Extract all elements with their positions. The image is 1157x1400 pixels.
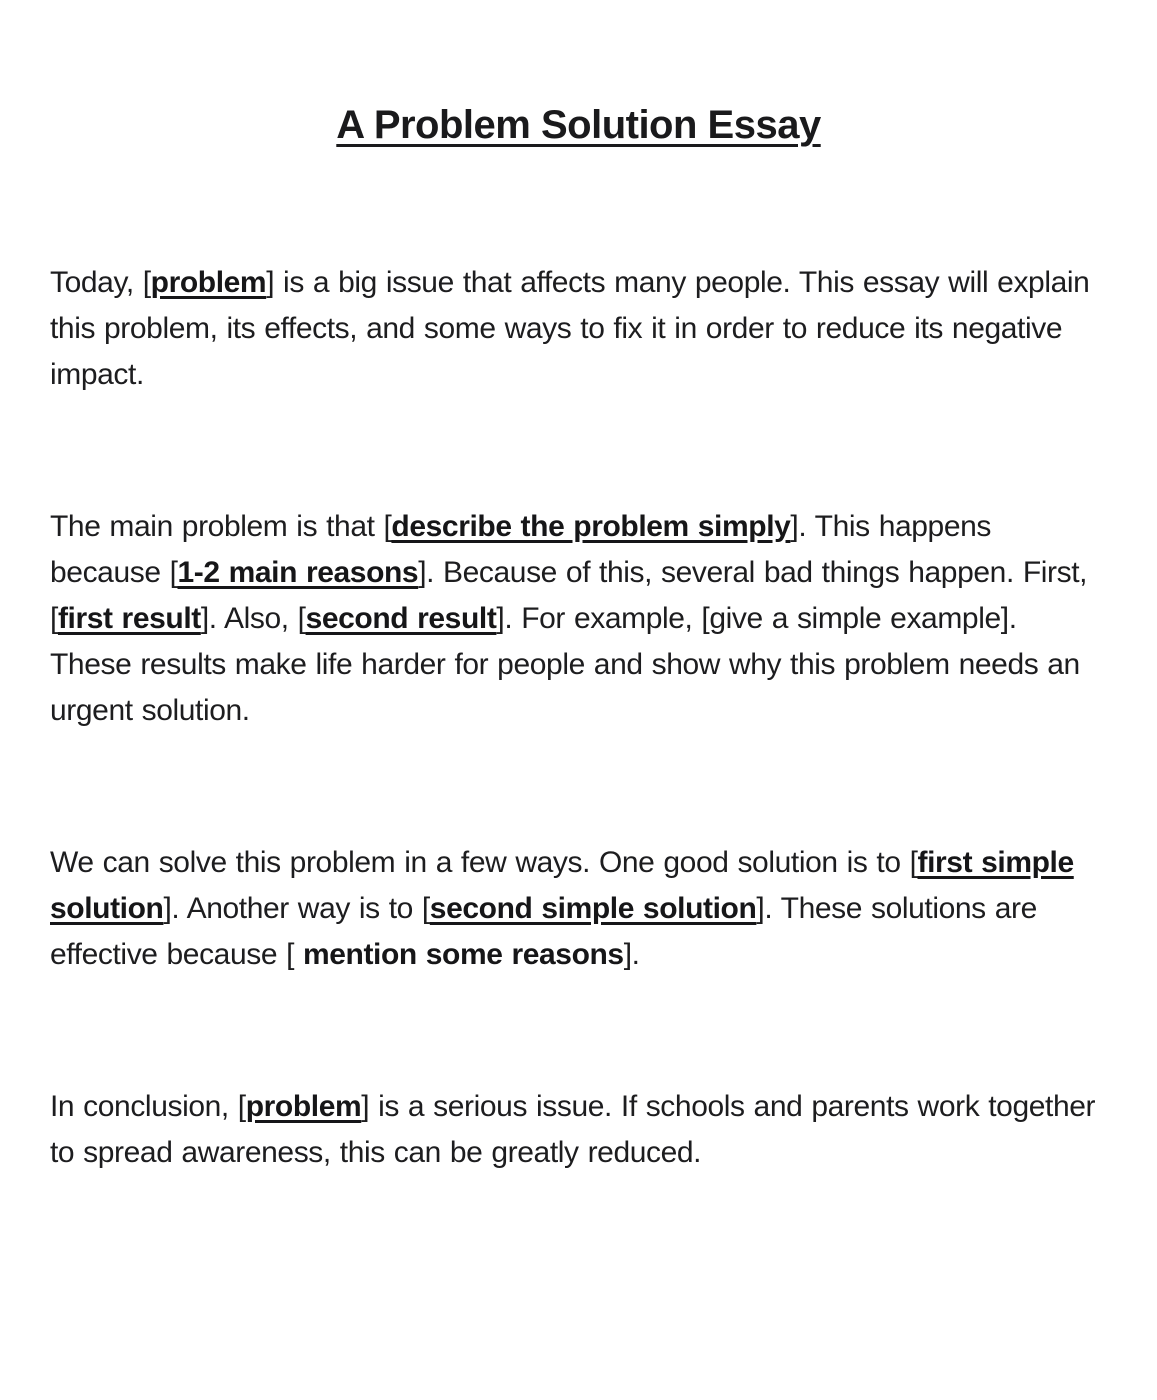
- text-run: 1-2 main reasons: [177, 556, 419, 589]
- essay-body: [0, 260, 1157, 1176]
- text-run: first result: [57, 602, 201, 635]
- text-run: We can solve this problem in a few ways. One good solution is to: [50, 846, 910, 879]
- essay-paragraph-solutions-body: [50, 840, 1105, 978]
- text-run: ]. This happens because: [50, 510, 992, 589]
- text-run: mention some reasons: [302, 938, 624, 971]
- text-run: ]. Because of this, several bad things happen. First,: [418, 556, 1088, 589]
- text-run: [: [383, 510, 392, 543]
- text-run: The main problem is that: [50, 510, 384, 543]
- text-run: [: [142, 266, 151, 299]
- text-run: [: [909, 846, 918, 879]
- text-run: Today,: [50, 266, 143, 299]
- text-run: [: [421, 892, 430, 925]
- essay-paragraph-problem-body: [50, 504, 1105, 734]
- essay-paragraph-introduction: [50, 260, 1105, 398]
- text-run: problem: [150, 266, 267, 299]
- text-run: [: [297, 602, 306, 635]
- text-run: ]. For example, [give a simple example]. These results make life harder for people and show why this problem needs an urgent solution.: [50, 602, 1080, 727]
- text-run: ]. These solutions are effective because [: [50, 892, 1037, 971]
- text-run: ]. Also,: [200, 602, 298, 635]
- text-run: second simple solution: [429, 892, 757, 925]
- essay-title: A Problem Solution Essay: [336, 103, 821, 147]
- text-run: ]. Another way is to: [163, 892, 422, 925]
- text-run: ].: [623, 938, 640, 971]
- text-run: problem: [245, 1090, 362, 1123]
- text-run: second result: [305, 602, 497, 635]
- essay-paragraph-conclusion: [50, 1084, 1105, 1176]
- text-run: [: [237, 1090, 246, 1123]
- text-run: ] is a serious issue. If schools and parents work together to spread awareness, this can be greatly reduced.: [50, 1090, 1096, 1169]
- text-run: In conclusion,: [50, 1090, 238, 1123]
- text-run: describe the problem simply: [391, 510, 791, 543]
- text-run: ] is a big issue that affects many people. This essay will explain this problem, its effects, and some ways to fix it in order to reduce its negative impact.: [50, 266, 1090, 391]
- text-run: [: [169, 556, 178, 589]
- text-run: first simple solution: [50, 846, 1074, 925]
- text-run: [: [50, 602, 58, 635]
